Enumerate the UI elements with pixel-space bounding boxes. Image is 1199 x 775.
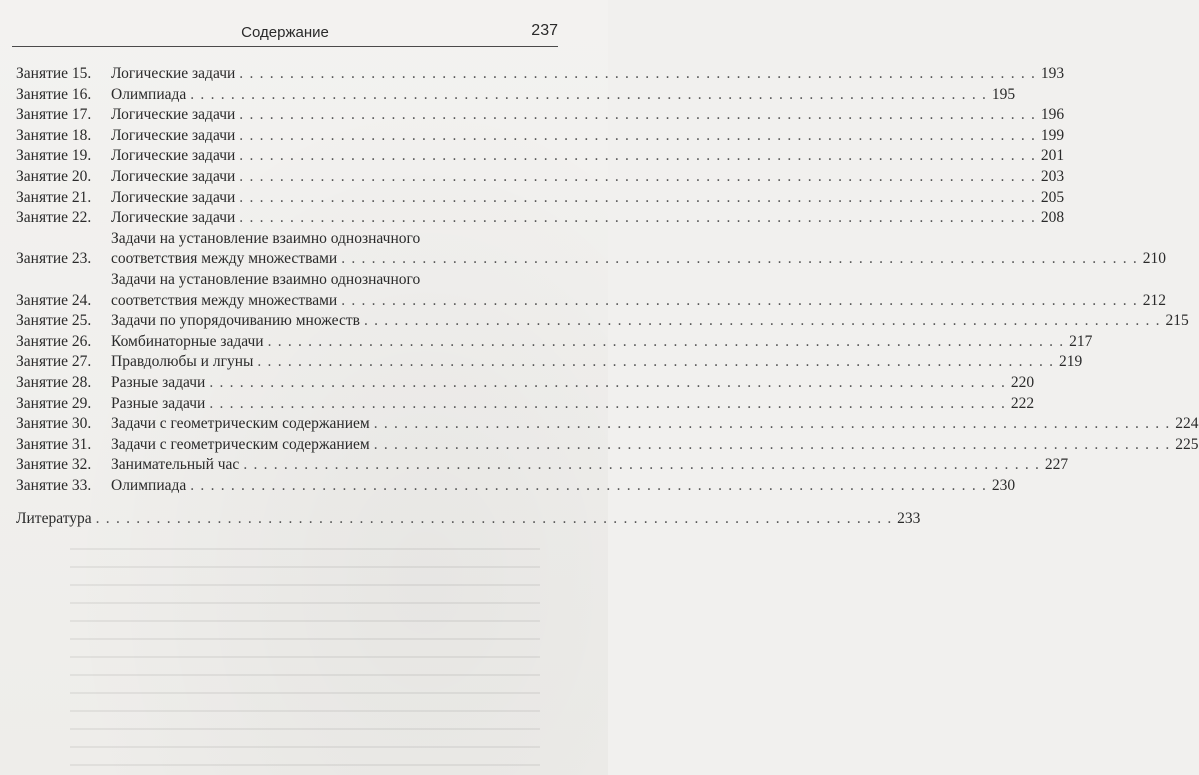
- toc-entry: [16, 414, 1199, 435]
- dot-leader: [209, 394, 1006, 415]
- lesson-title-line: Комбинаторные задачи: [111, 332, 264, 350]
- dot-leader: [239, 105, 1036, 126]
- toc-entry: [16, 270, 1166, 311]
- lesson-page-number: 215: [1165, 312, 1189, 330]
- lesson-number: Занятие 21.: [16, 188, 92, 206]
- lesson-title-block: [111, 373, 1034, 394]
- lesson-title-block: [111, 352, 1082, 373]
- dot-leader: [341, 291, 1138, 312]
- toc-entry: [16, 352, 1083, 373]
- lesson-title-block: [111, 64, 1064, 85]
- lesson-number: Занятие 31.: [16, 435, 92, 453]
- lesson-title-line: Логические задачи: [111, 126, 236, 144]
- show-through-text: [70, 548, 540, 768]
- lesson-title-block: [111, 435, 1199, 456]
- lesson-page-number: 219: [1058, 353, 1083, 371]
- dot-leader: [239, 188, 1036, 209]
- dot-leader: [364, 311, 1161, 332]
- lesson-title-line: Занимательный час: [111, 456, 240, 474]
- lesson-title-line: Правдолюбы и лгуны: [111, 353, 254, 371]
- lesson-page-number: 222: [1010, 394, 1035, 412]
- lesson-title-line: Задачи по упорядочиванию множеств: [111, 312, 360, 330]
- lesson-title-block: [111, 414, 1199, 435]
- lesson-page-number: 201: [1040, 147, 1065, 165]
- lesson-title-line: соответствия между множествами: [111, 250, 338, 268]
- lesson-title-line: Логические задачи: [111, 188, 236, 206]
- lesson-page-number: 196: [1040, 106, 1065, 124]
- lesson-number: Занятие 25.: [16, 312, 92, 330]
- lesson-page-number: 203: [1040, 167, 1065, 185]
- lesson-title-line: Логические задачи: [111, 147, 236, 165]
- lesson-title-block: [111, 476, 1015, 497]
- lesson-number: Занятие 28.: [16, 373, 92, 391]
- dot-leader: [239, 208, 1036, 229]
- dot-leader: [96, 509, 893, 530]
- dot-leader: [239, 126, 1036, 147]
- lesson-number: Занятие 29.: [16, 394, 92, 412]
- toc-entry: [16, 373, 1035, 394]
- lesson-number: Занятие 17.: [16, 106, 92, 124]
- lesson-title-block: [111, 394, 1034, 415]
- toc-entry: [16, 394, 1035, 415]
- lesson-page-number: 224: [1175, 415, 1199, 433]
- lesson-title-block: [111, 229, 1166, 270]
- table-of-contents: [16, 64, 1199, 496]
- lesson-page-number: 225: [1175, 435, 1199, 453]
- toc-entry: [16, 455, 1069, 476]
- dot-leader: [374, 435, 1171, 456]
- lesson-page-number: 208: [1040, 209, 1065, 227]
- literature-label: Литература: [16, 510, 92, 527]
- lesson-page-number: 210: [1142, 250, 1166, 268]
- literature-page: 233: [897, 510, 921, 527]
- lesson-number: Занятие 16.: [16, 85, 92, 103]
- lesson-number: Занятие 27.: [16, 353, 92, 371]
- lesson-title-block: [111, 167, 1064, 188]
- lesson-number: Занятие 23.: [16, 250, 92, 268]
- toc-entry: [16, 64, 1065, 85]
- lesson-title-line: Логические задачи: [111, 106, 236, 124]
- lesson-title-line: Задачи на установление взаимно однозначного: [111, 229, 421, 247]
- dot-leader: [243, 455, 1040, 476]
- lesson-page-number: 199: [1040, 126, 1065, 144]
- dot-leader: [268, 332, 1065, 353]
- lesson-title-line: Логические задачи: [111, 209, 236, 227]
- lesson-number: Занятие 33.: [16, 476, 92, 494]
- toc-entry: [16, 208, 1065, 229]
- lesson-title-block: [111, 126, 1064, 147]
- lesson-number: Занятие 24.: [16, 291, 92, 309]
- lesson-title-block: [111, 208, 1064, 229]
- lesson-page-number: 227: [1044, 456, 1069, 474]
- toc-entry: [16, 85, 1016, 106]
- lesson-title-line: Олимпиада: [111, 85, 187, 103]
- lesson-title-line: Разные задачи: [111, 394, 206, 412]
- lesson-number: Занятие 32.: [16, 456, 92, 474]
- lesson-title-line: Логические задачи: [111, 167, 236, 185]
- lesson-title-line: Задачи с геометрическим содержанием: [111, 435, 370, 453]
- lesson-page-number: 205: [1040, 188, 1065, 206]
- running-header: [12, 22, 558, 47]
- dot-leader: [190, 476, 987, 497]
- toc-entry: [16, 476, 1016, 497]
- dot-leader: [209, 373, 1006, 394]
- toc-entry: [16, 105, 1065, 126]
- toc-entry: [16, 311, 1189, 332]
- lesson-page-number: 212: [1142, 291, 1166, 309]
- lesson-page-number: 193: [1040, 65, 1065, 82]
- lesson-page-number: 220: [1010, 373, 1035, 391]
- toc-entry: [16, 188, 1065, 209]
- dot-leader: [239, 146, 1036, 167]
- dot-leader: [341, 249, 1138, 270]
- lesson-number: Занятие 20.: [16, 167, 92, 185]
- dot-leader: [239, 64, 1036, 85]
- lesson-page-number: 217: [1069, 332, 1093, 350]
- lesson-number: Занятие 30.: [16, 415, 92, 433]
- lesson-number: Занятие 26.: [16, 332, 92, 350]
- toc-entry: [16, 167, 1065, 188]
- lesson-title-line: соответствия между множествами: [111, 291, 338, 309]
- lesson-title-line: Разные задачи: [111, 373, 206, 391]
- dot-leader: [239, 167, 1036, 188]
- running-title: Содержание: [241, 24, 329, 41]
- lesson-number: Занятие 22.: [16, 209, 92, 227]
- lesson-number: Занятие 18.: [16, 126, 92, 144]
- toc-entry: [16, 229, 1166, 270]
- lesson-title-line: Задачи на установление взаимно однозначного: [111, 270, 421, 288]
- page-number: 237: [531, 22, 558, 39]
- toc-entry: [16, 146, 1065, 167]
- lesson-title-line: Логические задачи: [111, 65, 236, 82]
- toc-entry: [16, 332, 1093, 353]
- lesson-title-block: [111, 105, 1064, 126]
- lesson-number: Занятие 19.: [16, 147, 92, 165]
- lesson-title-block: [111, 85, 1015, 106]
- lesson-title-line: Задачи с геометрическим содержанием: [111, 415, 370, 433]
- lesson-title-block: [111, 188, 1064, 209]
- lesson-title-block: [111, 311, 1189, 332]
- dot-leader: [257, 352, 1054, 373]
- lesson-title-block: [111, 332, 1092, 353]
- toc-entry: [16, 126, 1065, 147]
- dot-leader: [190, 85, 987, 106]
- lesson-page-number: 230: [991, 476, 1016, 494]
- toc-entry: [16, 435, 1199, 456]
- lesson-title-block: [111, 455, 1068, 476]
- lesson-title-block: [111, 270, 1166, 311]
- lesson-title-line: Олимпиада: [111, 476, 187, 494]
- lesson-page-number: 195: [991, 85, 1016, 103]
- dot-leader: [374, 414, 1171, 435]
- toc-entry-literature: [16, 509, 921, 530]
- lesson-number: Занятие 15.: [16, 65, 92, 82]
- lesson-title-block: [111, 146, 1064, 167]
